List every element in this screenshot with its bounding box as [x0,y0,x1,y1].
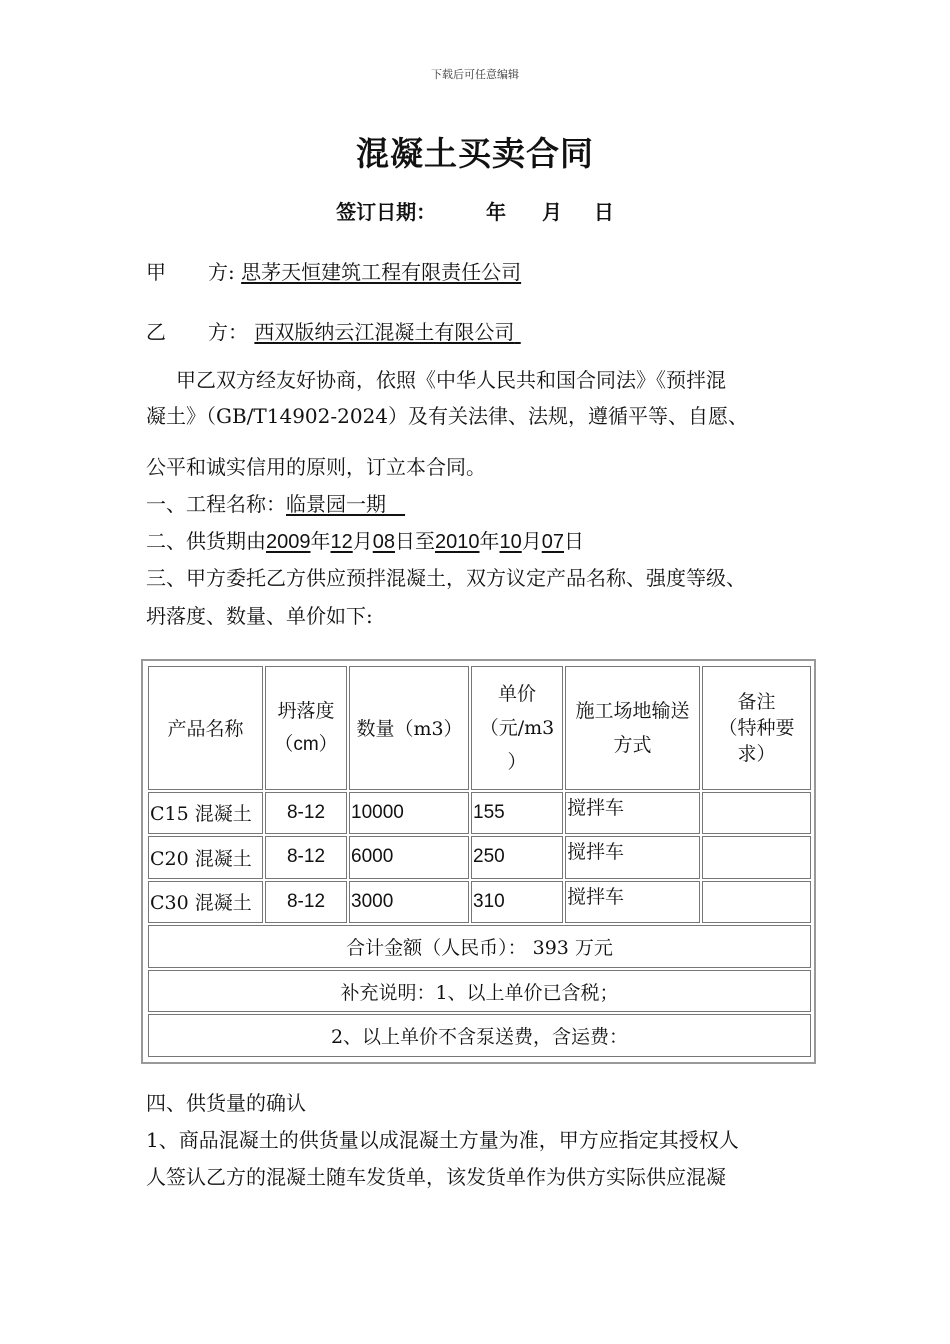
table-header-row [148,666,811,790]
table-row [148,792,811,835]
cell-transport: 搅拌车 [565,881,700,924]
cell-name: C15 混凝土 [148,792,263,835]
cell-remark [702,881,811,924]
table-note-row [148,970,811,1013]
start-year: 2009 [266,531,311,553]
total-amount: 合计金额（人民币）： 393 万元 [148,925,811,968]
header-unit-price: 单价 （元/m3 ） [471,666,563,790]
sign-date-label: 签订日期： [336,200,437,224]
product-table [141,659,816,1064]
intro-line-1: 甲乙双方经友好协商，依照《中华人民共和国合同法》《预拌混 [176,368,726,392]
unit-day-to: 日至 [395,529,435,553]
cell-remark [702,836,811,879]
section-3-line-2: 坍落度、数量、单价如下: [146,604,373,628]
section-4-heading: 四、供货量的确认 [146,1091,306,1115]
cell-qty: 3000 [349,881,469,924]
sign-date [0,196,950,225]
party-a-label-2: 方: [208,260,235,284]
cell-qty: 10000 [349,792,469,835]
table-total-row [148,925,811,968]
section-4-line-1: 1、商品混凝土的供货量以成混凝土方量为准，甲方应指定其授权人 [146,1128,739,1152]
section-2 [146,525,584,554]
end-month: 10 [499,531,522,553]
cell-transport: 搅拌车 [565,836,700,879]
cell-price: 250 [471,836,563,879]
table-note-row [148,1014,811,1057]
cell-slump: 8-12 [265,836,347,879]
section-2-prefix: 二、供货期由 [146,529,266,553]
sign-date-year: 年 [486,200,507,224]
cell-qty: 6000 [349,836,469,879]
header-slump: 坍落度 （cm） [265,666,347,790]
table-row [148,881,811,924]
unit-month-2: 月 [521,529,542,553]
party-b [146,316,521,345]
header-transport: 施工场地输送 方式 [565,666,700,790]
table-row [148,836,811,879]
document-title: 混凝土买卖合同 [356,134,594,173]
cell-price: 155 [471,792,563,835]
start-day: 08 [372,531,395,553]
sign-date-month: 月 [541,200,562,224]
header-product-name: 产品名称 [148,666,263,790]
party-b-label-2: 方： [208,320,248,344]
unit-month: 月 [352,529,373,553]
project-name: 临景园一期 [286,492,386,516]
cell-name: C20 混凝土 [148,836,263,879]
unit-year-2: 年 [479,529,500,553]
supplement-note-2: 2、以上单价不含泵送费，含运费： [148,1014,811,1057]
party-b-label-1: 乙 [146,320,166,344]
end-year: 2010 [435,531,480,553]
end-day: 07 [541,531,564,553]
intro-line-2: 凝土》（GB/T14902-2024）及有关法律、法规，遵循平等、自愿、 [146,404,749,428]
party-a-value: 思茅天恒建筑工程有限责任公司 [241,260,522,284]
sign-date-day: 日 [593,200,614,224]
header-note: 下载后可任意编辑 [431,68,519,81]
cell-transport: 搅拌车 [565,792,700,835]
section-1-label: 一、工程名称： [146,492,286,516]
supplement-note-1: 补充说明：1、以上单价已含税； [148,970,811,1013]
header-quantity: 数量（m3） [349,666,469,790]
intro-line-3: 公平和诚实信用的原则，订立本合同。 [146,455,486,479]
party-a-label-1: 甲 [146,260,166,284]
cell-slump: 8-12 [265,881,347,924]
section-1 [146,488,405,517]
header-remark: 备注 （特种要 求） [702,666,811,790]
party-a [146,256,521,285]
unit-year: 年 [310,529,331,553]
cell-slump: 8-12 [265,792,347,835]
start-month: 12 [330,531,353,553]
cell-remark [702,792,811,835]
cell-price: 310 [471,881,563,924]
party-b-value: 西双版纳云江混凝土有限公司 [254,320,515,344]
cell-name: C30 混凝土 [148,881,263,924]
section-3-line-1: 三、甲方委托乙方供应预拌混凝土，双方议定产品名称、强度等级、 [146,566,746,590]
unit-day-2: 日 [564,529,584,553]
section-4-line-2: 人签认乙方的混凝土随车发货单，该发货单作为供方实际供应混凝 [146,1165,726,1189]
